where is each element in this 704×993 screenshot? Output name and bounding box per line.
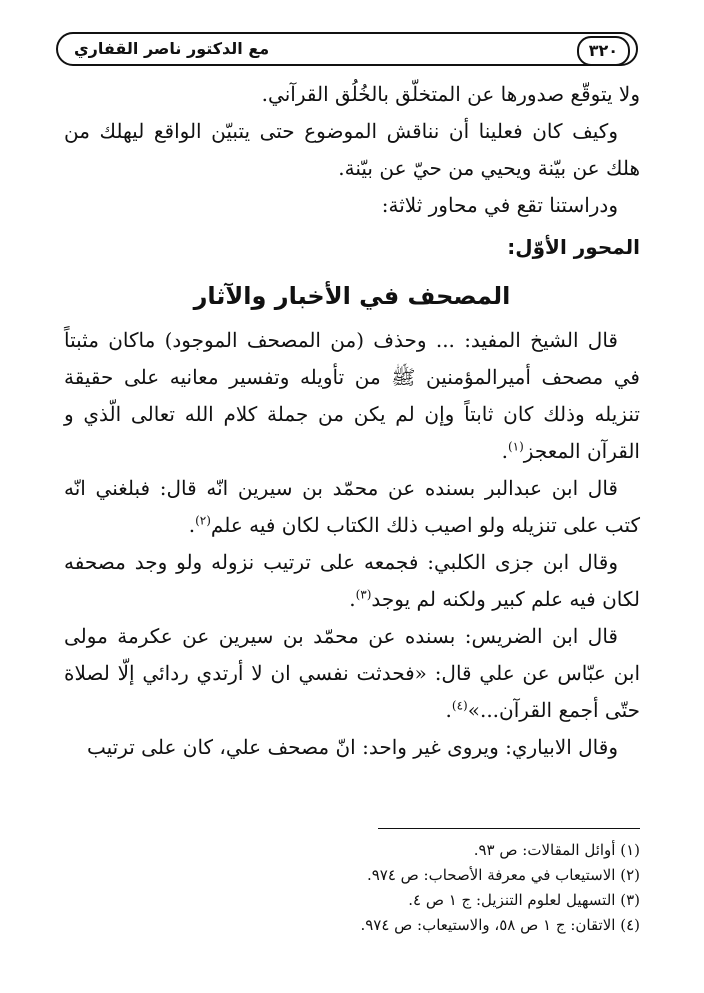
page-number: ٣٢٠ <box>577 36 630 66</box>
paragraph: قال ابن عبدالبر بسنده عن محمّد بن سيرين انّه قال: فبلغني انّه كتب على تنزيله ولو اصيب ذلك الكتاب لكان فيه علم$^{(٢)}$. <box>64 476 640 537</box>
footnote-marker[interactable]: (٣) <box>355 587 372 602</box>
main-text <box>64 76 640 766</box>
paragraph: ودراستنا تقع في محاور ثلاثة: <box>381 193 618 217</box>
paragraph: قال ابن الضريس: بسنده عن محمّد بن سيرين عن عكرمة مولى ابن عبّاس عن علي قال: «فحدثت نفسي ان لا أرتدي ردائي إلّا لصلاة حتّى أجمع القرآن...»$^{(٤)}$. <box>64 624 640 722</box>
footnote-marker[interactable]: (١) <box>507 439 524 454</box>
footnote-divider <box>378 828 640 829</box>
section-heading: المحور الأوّل: <box>507 235 640 259</box>
paragraph: ولا يتوقّع صدورها عن المتخلّق بالخُلُق القرآني. <box>261 82 640 106</box>
paragraph: وقال الابياري: ويروى غير واحد: انّ مصحف علي، كان على ترتيب <box>86 735 618 759</box>
paragraph: وكيف كان فعلينا أن نناقش الموضوع حتى يتبيّن الواقع ليهلك من هلك عن بيّنة ويحيي من حيّ عن بيّنة. <box>64 119 640 180</box>
footnote-marker[interactable]: (٤) <box>451 698 468 713</box>
footnote: (٣) التسهيل لعلوم التنزيل: ج ١ ص ٤. <box>408 891 640 909</box>
paragraph: قال الشيخ المفيد: ... وحذف (من المصحف الموجود) ماكان مثبتاً في مصحف أميرالمؤمنين ﷺ من تأويله وتفسير معانيه على حقيقة تنزيله وذلك كان ثابتاً وإن لم يكن من جملة كلام الله تعالى الّذي و القرآن المعجز$^{(١)}$. <box>64 328 640 463</box>
running-title: مع الدكتور ناصر القفاري <box>74 39 270 58</box>
paragraph-text: وقال ابن جزى الكلبي: فجمعه على ترتيب نزوله ولو وجد مصحفه لكان فيه علم كبير ولكنه لم يوجد <box>64 550 640 611</box>
footnotes <box>64 838 640 938</box>
paragraph-text: قال ابن عبدالبر بسنده عن محمّد بن سيرين انّه قال: فبلغني انّه كتب على تنزيله ولو اصيب ذلك الكتاب لكان فيه علم <box>64 476 640 537</box>
footnote-marker[interactable]: (٢) <box>195 513 211 528</box>
paragraph-text: قال ابن الضريس: بسنده عن محمّد بن سيرين عن عكرمة مولى ابن عبّاس عن علي قال: «فحدثت نفسي ان لا أرتدي ردائي إلّا لصلاة حتّى أجمع القرآن...» <box>64 624 640 722</box>
footnote: (١) أوائل المقالات: ص ٩٣. <box>473 841 640 859</box>
running-header <box>56 32 638 66</box>
chapter-title: المصحف في الأخبار والآثار <box>193 282 511 310</box>
footnote: (٤) الاتقان: ج ١ ص ٥٨، والاستيعاب: ص ٩٧٤. <box>360 916 640 934</box>
paragraph-text: قال الشيخ المفيد: ... وحذف (من المصحف الموجود) ماكان مثبتاً في مصحف أميرالمؤمنين ﷺ من تأويله وتفسير معانيه على حقيقة تنزيله وذلك كان ثابتاً وإن لم يكن من جملة كلام الله تعالى الّذي و القرآن المعجز <box>64 328 640 463</box>
footnote: (٢) الاستيعاب في معرفة الأصحاب: ص ٩٧٤. <box>366 866 640 884</box>
paragraph: وقال ابن جزى الكلبي: فجمعه على ترتيب نزوله ولو وجد مصحفه لكان فيه علم كبير ولكنه لم يوجد$^{(٣)}$. <box>64 550 640 611</box>
